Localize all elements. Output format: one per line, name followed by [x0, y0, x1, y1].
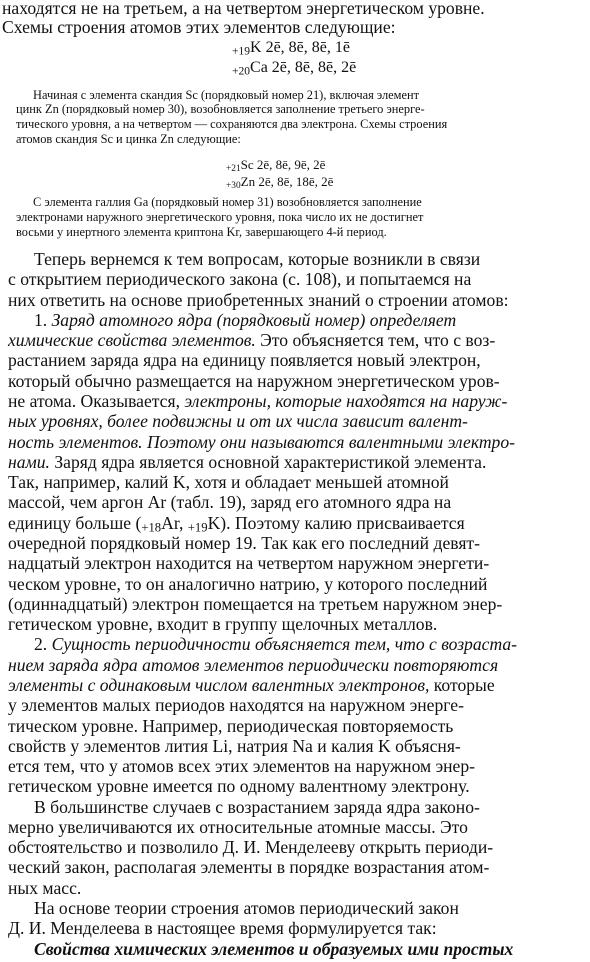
text-line: элементы с одинаковым числом валентных электронов, которые: [8, 674, 495, 695]
text-line: Схемы строения атомов этих элементов следующие:: [2, 16, 396, 37]
text-line: не атома. Оказывается, электроны, которые находятся на наруж-: [8, 390, 508, 411]
text-line: гетическом уровне, входит в группу щелочных металлов.: [8, 614, 438, 635]
text-line: массой, чем аргон Ar (табл. 19), заряд его атомного ядра на: [8, 492, 452, 513]
text-line: очередной порядковый номер 19. Так как его последний девят-: [8, 532, 480, 553]
text-line: ческий закон, располагая элементы в порядке возрастания атом-: [8, 857, 490, 878]
text-line: Свойства химических элементов и образуемых ими простых: [34, 938, 514, 959]
text-line: 1. Заряд атомного ядра (порядковый номер) определяет: [34, 309, 457, 330]
electron-scheme-potassium: $_{+19}$K 2ē, 8ē, 8ē, 1ē: [232, 38, 350, 58]
text-line: обстоятельство и позволило Д. И. Менделееву открыть периоди-: [8, 837, 494, 858]
text-line: Так, например, калий K, хотя и обладает меньшей атомной: [8, 472, 449, 493]
text-line: свойств у элементов лития Li, натрия Na и калия K объясня-: [8, 735, 461, 756]
text-line: В большинстве случаев с возрастанием заряда ядра законо-: [34, 796, 480, 817]
text-line: с открытием периодического закона (с. 108), и попытаемся на: [8, 269, 472, 290]
text-line: тическом уровне. Например, периодическая повторяемость: [8, 715, 454, 736]
text-line: Д. И. Менделеева в настоящее время формулируется так:: [8, 918, 437, 939]
text-line: который обычно размещается на наружном энергетическом уров-: [8, 370, 500, 391]
text-line: у элементов малых периодов находятся на наружном энерге-: [8, 695, 464, 716]
text-line: ных уровнях, более подвижны и от их числа зависит валент-: [8, 411, 468, 432]
text-line: ность элементов. Поэтому они называются валентными электро-: [8, 431, 515, 452]
note-line: атомов скандия Sc и цинка Zn следующие:: [16, 131, 241, 146]
note-line: цинк Zn (порядковый номер 30), возобновляется заполнение третьего энерге-: [16, 102, 425, 117]
text-line: единицу больше ($_{+18}Ar$, $_{+19}$K). Поэтому калию присваивается: [8, 512, 465, 535]
text-line: Теперь вернемся к тем вопросам, которые возникли в связи: [34, 248, 481, 269]
text-line: ческом уровне, то он аналогично натрию, у которого последний: [8, 573, 488, 594]
text-line: 2. Сущность периодичности объясняется тем, что с возраста-: [34, 634, 518, 655]
text-line: нием заряда ядра атомов элементов периодически повторяются: [8, 654, 499, 675]
text-line: нами. Заряд ядра является основной характеристикой элемента.: [8, 451, 487, 472]
text-line: ных масс.: [8, 877, 82, 898]
note-line: электронами наружного энергетического уровня, пока число их не достигнет: [16, 210, 424, 225]
text-line: (одиннадцатый) электрон помещается на третьем наружном энер-: [8, 593, 503, 614]
note-line: восьми у инертного элемента криптона Kr, завершающего 4-й период.: [16, 224, 387, 239]
electron-scheme-scandium: $_{+21}$Sc 2ē, 8ē, 9ē, 2ē: [226, 156, 326, 174]
text-line: них ответить на основе приобретенных знаний о строении атомов:: [8, 289, 509, 310]
note-line: С элемента галлия Ga (порядковый номер 31) возобновляется заполнение: [33, 195, 422, 210]
text-line: растанием заряда ядра на единицу появляется новый электрон,: [8, 350, 481, 371]
text-line: надцатый электрон находится на четвертом наружном энергети-: [8, 553, 490, 574]
text-line: химические свойства элементов. Это объясняется тем, что с воз-: [8, 330, 496, 351]
text-line: ется тем, что у атомов всех этих элементов на наружном энер-: [8, 756, 476, 777]
text-line: мерно увеличиваются их относительные атомные массы. Это: [8, 816, 468, 837]
electron-scheme-calcium: $_{+20}$Ca 2ē, 8ē, 8ē, 2ē: [232, 59, 357, 78]
note-line: Начиная с элемента скандия Sc (порядковый номер 21), включая элемент: [33, 87, 420, 102]
text-line: находятся не на третьем, а на четвертом энергетическом уровне.: [2, 0, 485, 19]
text-line: На основе теории строения атомов периодический закон: [34, 898, 459, 919]
electron-scheme-zinc: $_{+30}$Zn 2ē, 8ē, 18ē, 2ē: [226, 174, 334, 192]
note-line: тического уровня, а на четвертом — сохраняются два электрона. Схемы строения: [16, 117, 448, 132]
text-line: гетическом уровне имеется по одному валентному электрону.: [8, 776, 470, 797]
